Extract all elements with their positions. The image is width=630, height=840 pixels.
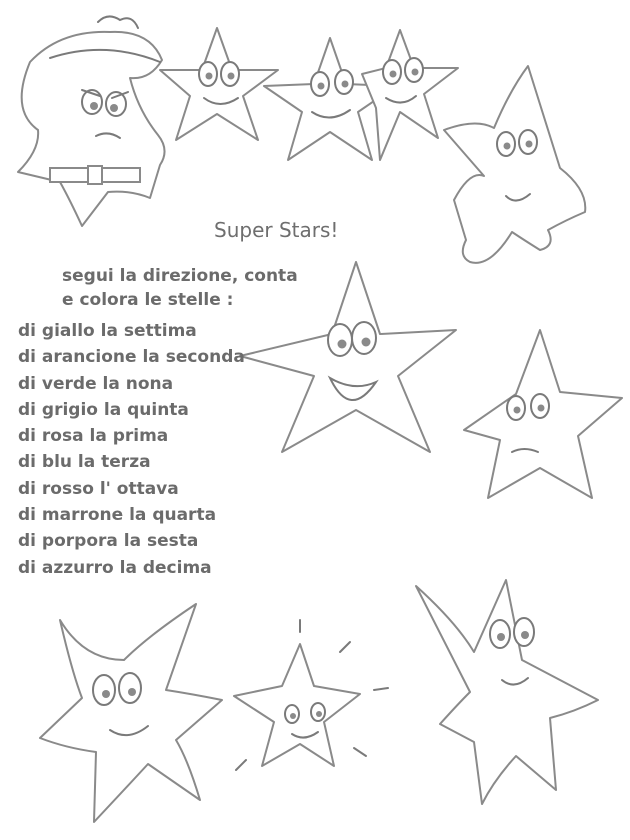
right-middle-star (464, 330, 622, 498)
sheriff-star-character (18, 16, 165, 226)
instruction-item: di verde la nona (18, 373, 174, 394)
intro-line: e colora le stelle : (62, 290, 234, 310)
instruction-item: di rosa la prima (18, 426, 169, 447)
right-wiggly-star-top (444, 66, 585, 263)
instruction-item: di azzurro la decima (18, 557, 212, 578)
top-star-1 (160, 28, 278, 140)
top-star-3 (362, 30, 458, 160)
instruction-item: di porpora la sesta (18, 531, 199, 552)
bottom-right-wiggly-star (416, 580, 598, 804)
instruction-list (18, 318, 245, 581)
bottom-center-star (234, 620, 388, 770)
bottom-left-wiggly-star (40, 604, 222, 822)
instruction-item: di rosso l' ottava (18, 478, 179, 499)
instruction-item: di giallo la settima (18, 321, 197, 341)
instruction-item: di marrone la quarta (18, 505, 217, 526)
instruction-item: di grigio la quinta (18, 399, 189, 420)
intro-text (62, 264, 298, 312)
instruction-item: di arancione la seconda (18, 347, 245, 368)
instruction-item: di blu la terza (18, 452, 151, 473)
intro-line: segui la direzione, conta (62, 266, 298, 286)
page-title: Super Stars! (214, 218, 339, 242)
